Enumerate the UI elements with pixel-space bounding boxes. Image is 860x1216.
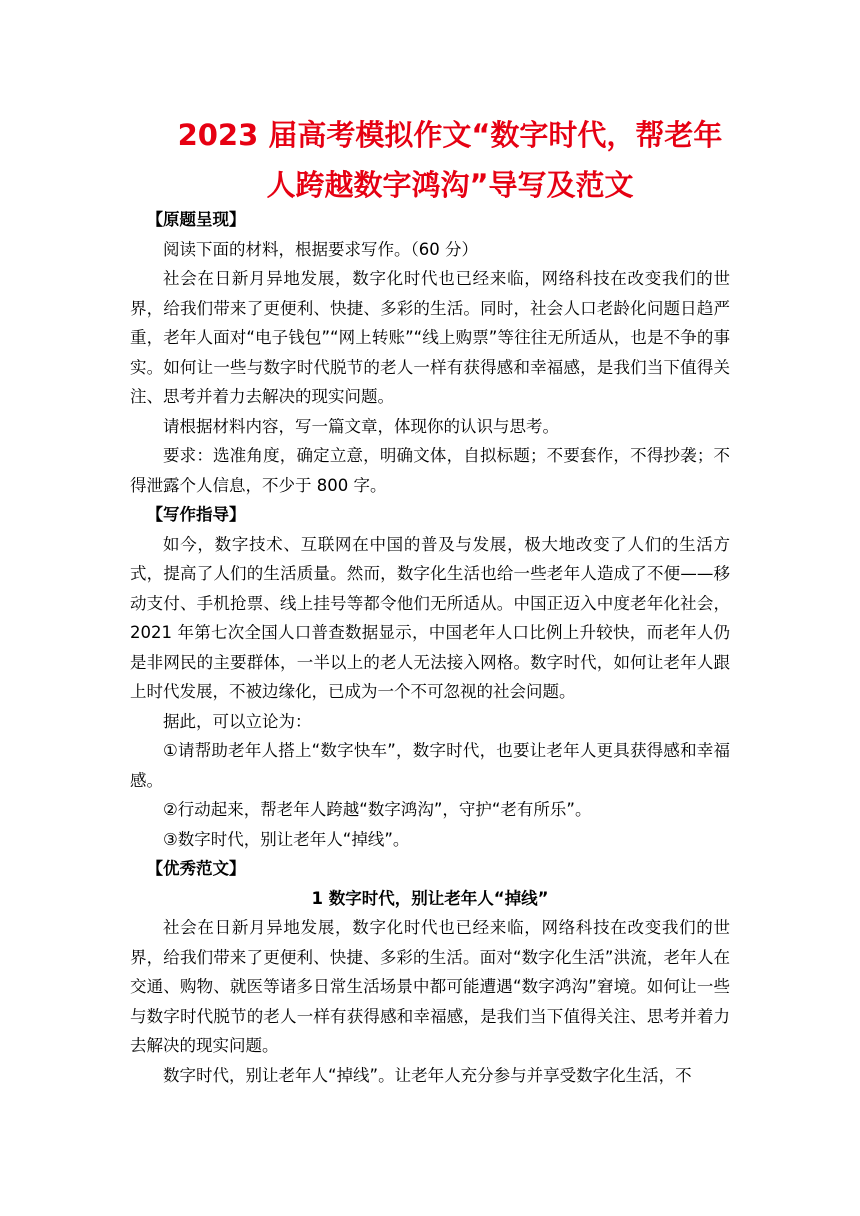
guide-paragraph: 如今，数字技术、互联网在中国的普及与发展，极大地改变了人们的生活方式，提高了人们的生活质量。然而，数字化生活也给一些老年人造成了不便——移动支付、手机抢票、线上挂号等都令他们无所适从。中国正迈入中度老年化社会，2021 年第七次全国人口普查数据显示，中国老年人口比例上升较快，而老年人仍是非网民的主要群体，一半以上的老人无法接入网格。数字时代，如何让老年人跟上时代发展，不被边缘化，已成为一个不可忽视的社会问题。 [130, 534, 730, 701]
section-heading-guide: 【写作指导】 [146, 505, 246, 524]
document-title [150, 110, 750, 210]
material-paragraph: 社会在日新月异地发展，数字化时代也已经来临，网络科技在改变我们的世界，给我们带来了更便利、快捷、多彩的生活。同时，社会人口老龄化问题日趋严重，老年人面对“电子钱包”“网上转账”“线上购票”等往往无所适从，也是不争的事实。如何让一些与数字时代脱节的老人一样有获得感和幸福感，是我们当下值得关注、思考并着力去解决的现实问题。 [130, 269, 730, 406]
requirements-text: 要求：选准角度，确定立意，明确文体，自拟标题；不要套作，不得抄袭；不得泄露个人信息，不少于 800 字。 [130, 446, 730, 495]
thesis-point-2: ②行动起来，帮老年人跨越“数字鸿沟”，守护“老有所乐”。 [163, 800, 592, 819]
guide-lead: 据此，可以立论为： [163, 711, 312, 731]
task-text: 请根据材料内容，写一篇文章，体现你的认识与思考。 [163, 416, 559, 436]
section-heading-original: 【原题呈现】 [146, 210, 246, 229]
instruction-text: 阅读下面的材料，根据要求写作。（60 分） [163, 239, 478, 259]
essay-paragraph-1: 社会在日新月异地发展，数字化时代也已经来临，网络科技在改变我们的世界，给我们带来了更便利、快捷、多彩的生活。面对“数字化生活”洪流，老年人在交通、购物、就医等诸多日常生活场景中都可能遭遇“数字鸿沟”窘境。如何让一些与数字时代脱节的老人一样有获得感和幸福感，是我们当下值得关注、思考并着力去解决的现实问题。 [130, 918, 730, 1055]
essay-title: 1 数字时代，别让老年人“掉线” [311, 888, 549, 908]
thesis-point-1: ①请帮助老年人搭上“数字快车”，数字时代，也要让老年人更具获得感和幸福感。 [130, 741, 730, 790]
title-line-1: 2023 届高考模拟作文“数字时代，帮老年 [177, 118, 723, 152]
section-heading-sample: 【优秀范文】 [146, 859, 246, 878]
thesis-point-3: ③数字时代，别让老年人“掉线”。 [163, 829, 410, 849]
title-line-2: 人跨越数字鸿沟”导写及范文 [266, 168, 634, 202]
document-body [130, 205, 730, 1090]
essay-paragraph-2: 数字时代，别让老年人“掉线”。让老年人充分参与并享受数字化生活，不 [163, 1065, 692, 1085]
